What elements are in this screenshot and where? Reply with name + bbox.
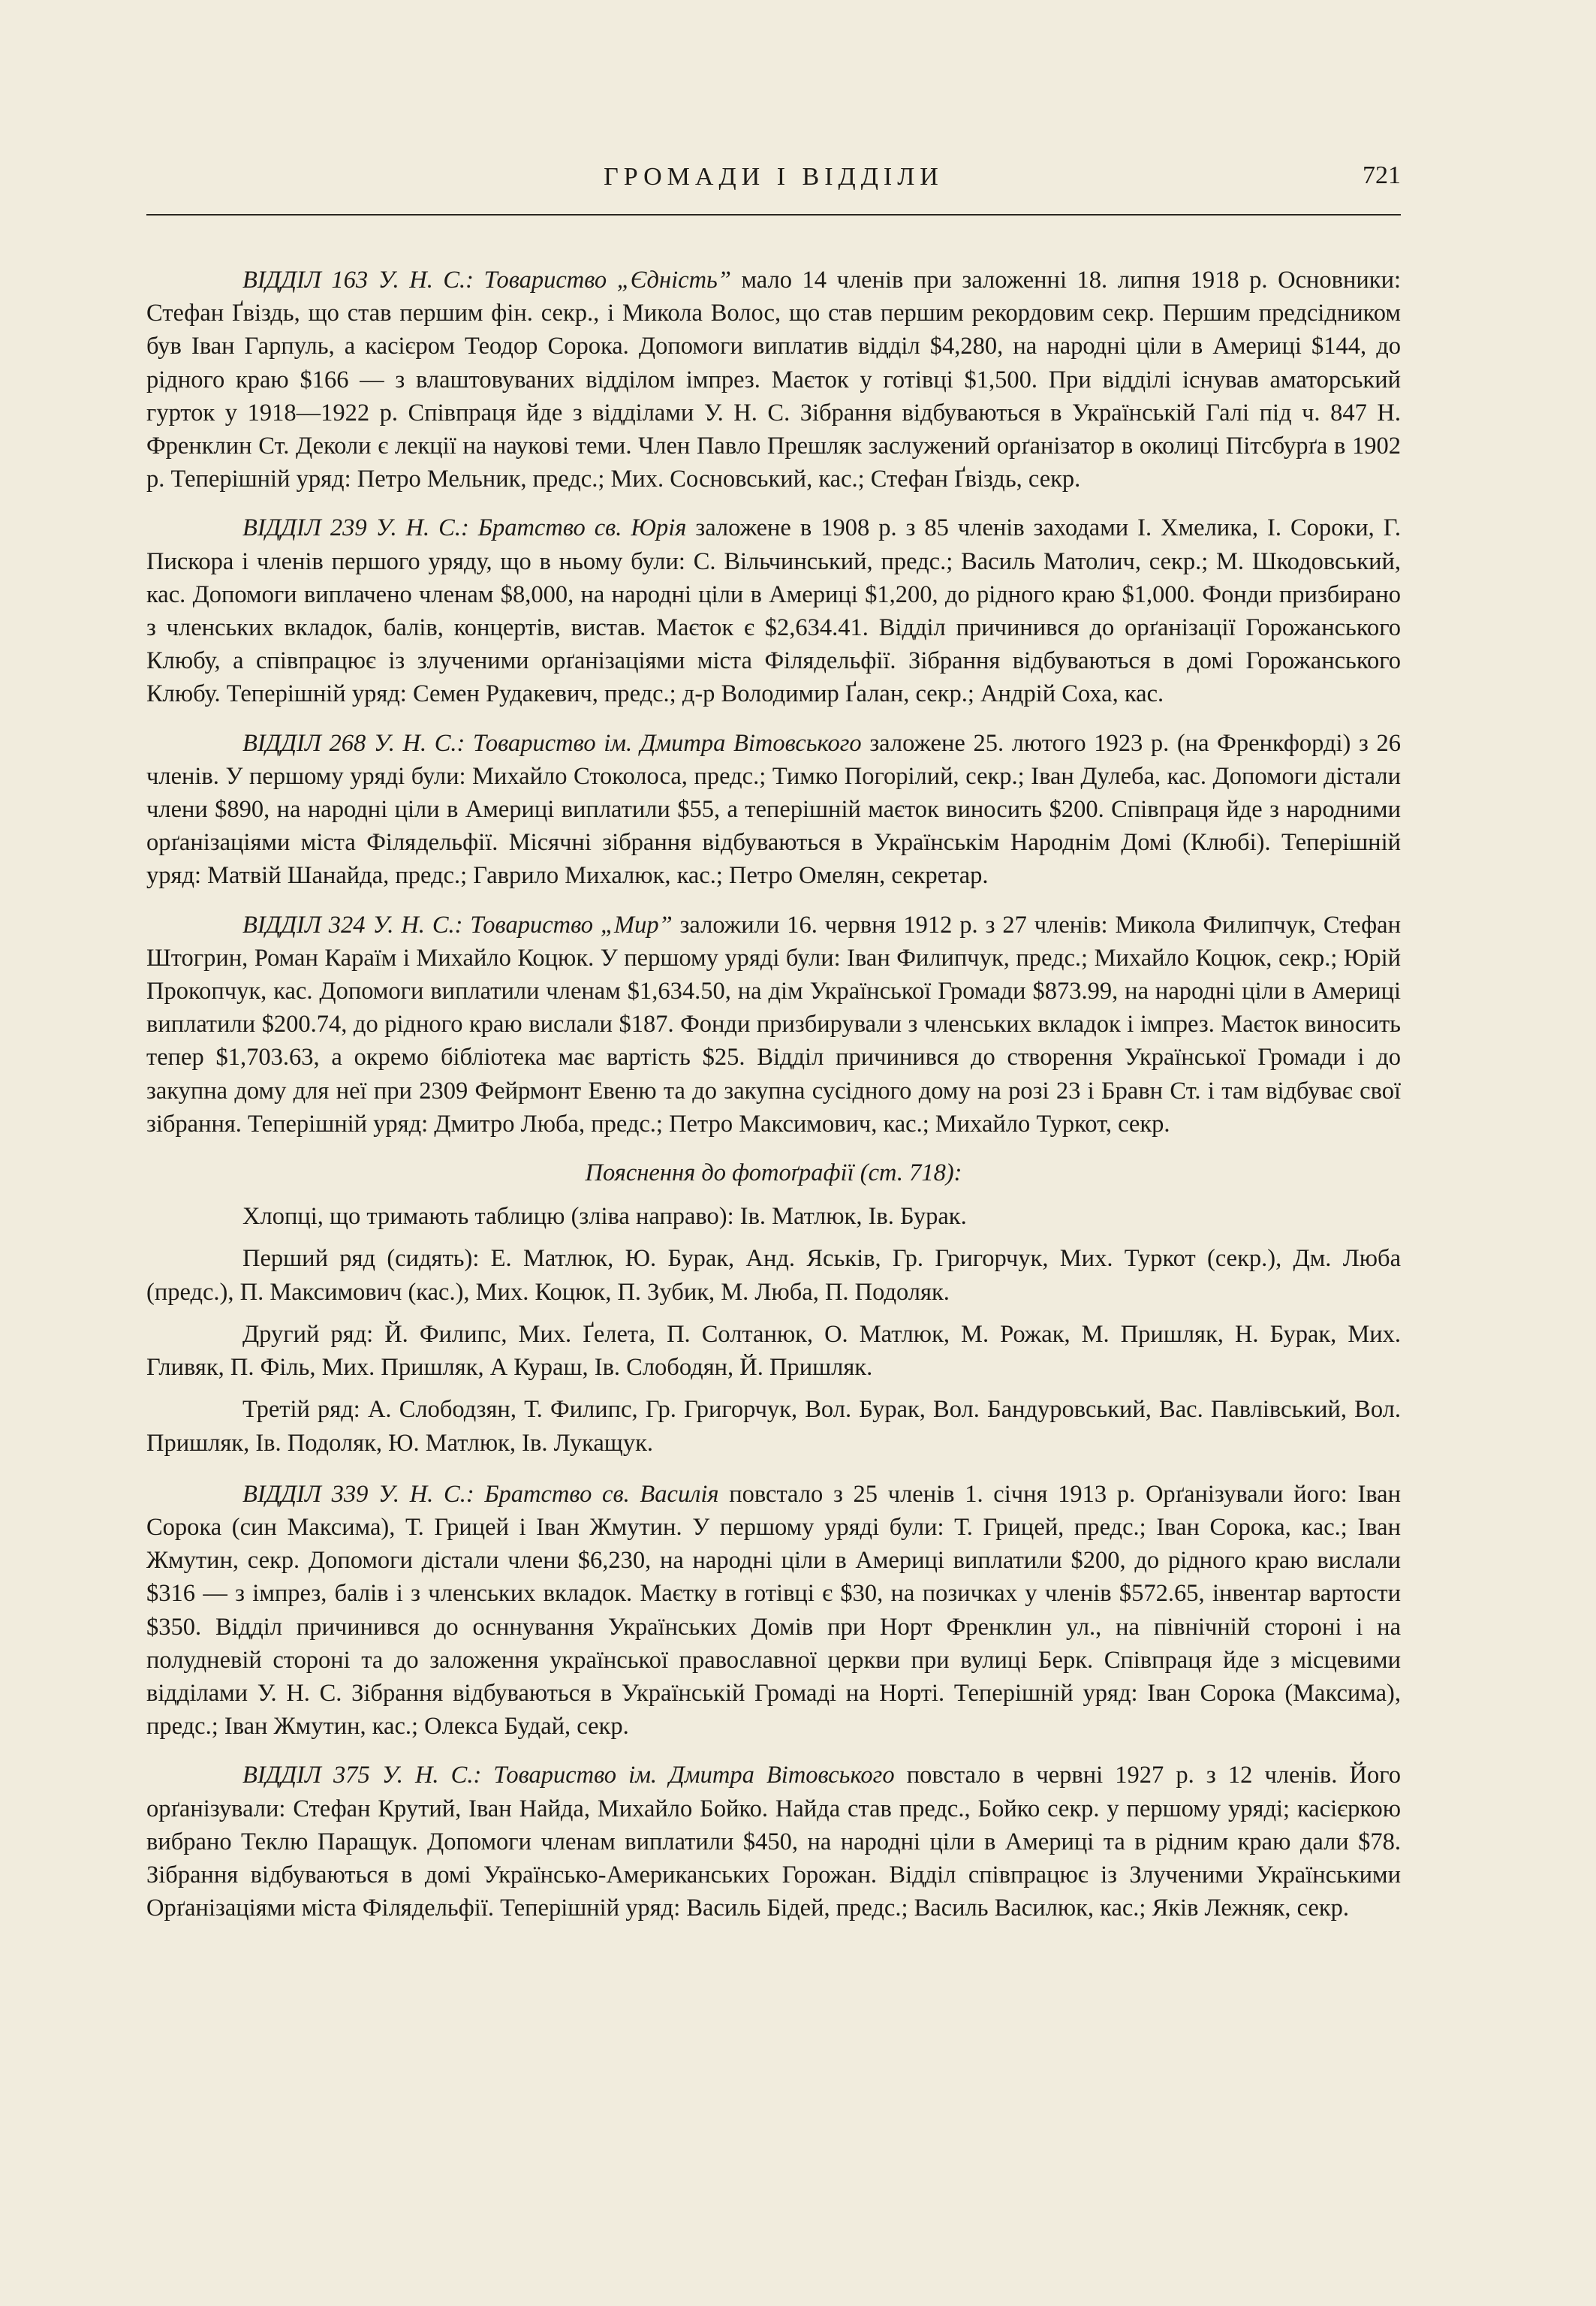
- branch-paragraph-324: [146, 909, 1401, 1141]
- branch-paragraph-375: [146, 1759, 1401, 1925]
- branch-lead: ВІДДІЛ 375 У. Н. С.: Товариство ім. Дмитра Вітовського: [242, 1762, 895, 1789]
- branch-lead: ВІДДІЛ 339 У. Н. С.: Братство св. Василія: [242, 1480, 719, 1508]
- photo-caption-heading: Пояснення до фотоґрафії (ст. 718):: [585, 1159, 962, 1187]
- photo-caption-line: Перший ряд (сидять): Е. Матлюк, Ю. Бурак, Анд. Яськів, Гр. Григорчук, Мих. Туркот (секр.), Дм. Люба (предс.), П. Максимович (кас.), Мих. Коцюк, П. Зубик, М. Люба, П. Подоляк.: [146, 1245, 1401, 1306]
- branch-text: заложили 16. червня 1912 р. з 27 членів: Микола Филипчук, Стефан Штогрин, Роман Караїм і Михайло Коцюк. У першому уряді були: Іван Филипчук, предс.; Михайло Коцюк, секр.; Юрій Прокопчук, кас. Допомоги виплатили членам $1,634.50, на дім Української Громади $873.99, на народні ціли в Америці виплатили $200.74, до рідного краю вислали $187. Фонди призбирували з членських вкладок і імпрез. Маєток виносить тепер $1,703.63, а окремо бібліотека має вартість $25. Відділ причинився до створення Української Громади і до закупна дому для неї при 2309 Фейрмонт Евеню та до закупна сусідного дому на розі 23 і Бравн Ст. і там відбуває свої зібрання. Теперішній уряд: Дмитро Люба, предс.; Петро Максимович, кас.; Михайло Туркот, секр.: [146, 911, 1401, 1138]
- branch-paragraph-163: [146, 264, 1401, 496]
- page-content: [146, 264, 1401, 1925]
- photo-caption-line: Хлопці, що тримають таблицю (зліва направо): Ів. Матлюк, Ів. Бурак.: [242, 1203, 967, 1231]
- branch-lead: ВІДДІЛ 163 У. Н. С.: Товариство „Єдність”: [242, 267, 731, 294]
- branch-text: повстало в червні 1927 р. з 12 членів. Його орґанізували: Стефан Крутий, Іван Найда, Михайло Бойко. Найда став предс., Бойко секр. у першому уряді; касієркою вибрано Теклю Паращук. Допомоги членам виплатили $450, на народні ціли в Америці та в рідним краю дали $78. Зібрання відбуваються в домі Українсько-Американських Горожан. Відділ співпрацює із Злученими Українськими Орґанізаціями міста Філядельфії. Теперішній уряд: Василь Бідей, предс.; Василь Василюк, кас.; Яків Лежняк, секр.: [146, 1762, 1401, 1922]
- branch-paragraph-339: [146, 1478, 1401, 1744]
- branch-text: мало 14 членів при заложенні 18. липня 1918 р. Основники: Стефан Ґвіздь, що став першим фін. секр., і Микола Волос, що став першим рекордовим секр. Першим предсідником був Іван Гарпуль, а касієром Теодор Сорока. Допомоги виплатив відділ $4,280, на народні ціли в Америці $144, до рідного краю $166 — з влаштовуваних відділом імпрез. Маєток у готівці $1,500. При відділі існував аматорський гурток у 1918—1922 р. Співпраця йде з відділами У. Н. С. Зібрання відбуваються в Українській Галі під ч. 847 Н. Френклин Ст. Деколи є лекції на наукові теми. Член Павло Прешляк заслужений орґанізатор в околиці Пітсбурґа в 1902 р. Теперішній уряд: Петро Мельник, предс.; Мих. Сосновський, кас.; Стефан Ґвіздь, секр.: [146, 267, 1401, 493]
- branch-lead: ВІДДІЛ 268 У. Н. С.: Товариство ім. Дмитра Вітовського: [242, 729, 862, 757]
- branch-text: заложене в 1908 р. з 85 членів заходами І. Хмелика, І. Сороки, Г. Пискора і членів першого уряду, що в ньому були: С. Вільчинський, предс.; Василь Матолич, секр.; М. Шкодовський, кас. Допомоги виплачено членам $8,000, на народні ціли в Америці $1,200, до рідного краю $1,000. Фонди призбирано з членських вкладок, балів, концертів, вистав. Маєток є $2,634.41. Відділ причинився до орґанізації Горожанського Клюбу, а співпрацює із злученими орґанізаціями міста Філядельфії. Зібрання відбуваються в домі Горожанського Клюбу. Теперішній уряд: Семен Рудакевич, предс.; д-р Володимир Ґалан, секр.; Андрій Соха, кас.: [146, 514, 1401, 708]
- branch-paragraph-268: [146, 727, 1401, 893]
- branch-text: заложене 25. лютого 1923 р. (на Френкфорді) з 26 членів. У першому уряді були: Михайло Стоколоса, предс.; Тимко Погорілий, секр.; Іван Дулеба, кас. Допомоги дістали члени $890, на народні ціли в Америці виплатили $55, а теперішній маєток виносить $200. Співпраця йде з народними орґанізаціями міста Філядельфії. Місячні зібрання відбуваються в Українськім Народнім Домі (Клюбі). Теперішній уряд: Матвій Шанайда, предс.; Гаврило Михалюк, кас.; Петро Омелян, секретар.: [146, 729, 1401, 890]
- page-header: [146, 154, 1401, 216]
- branch-lead: ВІДДІЛ 239 У. Н. С.: Братство св. Юрія: [242, 514, 687, 542]
- branch-text: повстало з 25 членів 1. січня 1913 р. Орґанізували його: Іван Сорока (син Максима), Т. Грицей і Іван Жмутин. У першому уряді були: Т. Грицей, предс.; Іван Сорока, кас.; Іван Жмутин, секр. Допомоги дістали члени $6,230, на народні ціли в Америці виплатили $200, до рідного краю вислали $316 — з імпрез, балів і з членських вкладок. Маєтку в готівці є $30, на позичках у членів $572.65, інвентар вартости $350. Відділ причинився до осннування Українських Домів при Норт Френклин ул., на північній стороні і на полудневій стороні та до заложення української православної церкви при вулиці Берк. Співпраця йде з місцевими відділами У. Н. С. Зібрання відбуваються в Українській Громаді на Норті. Теперішній уряд: Іван Сорока (Максима), предс.; Іван Жмутин, кас.; Олекса Будай, секр.: [146, 1480, 1402, 1741]
- branch-paragraph-239: [146, 511, 1401, 710]
- branch-lead: ВІДДІЛ 324 У. Н. С.: Товариство „Мир”: [242, 911, 673, 939]
- page-number: 721: [1363, 161, 1401, 189]
- running-title: ГРОМАДИ І ВІДДІЛИ: [604, 163, 944, 191]
- photo-caption-line: Третій ряд: А. Слободзян, Т. Филипс, Гр. Григорчук, Вол. Бурак, Вол. Бандуровський, Вас. Павлівський, Вол. Пришляк, Ів. Подоляк, Ю. Матлюк, Ів. Лукащук.: [146, 1396, 1401, 1457]
- photo-caption-line: Другий ряд: Й. Филипс, Мих. Ґелета, П. Солтанюк, О. Матлюк, М. Рожак, М. Пришляк, Н. Бурак, Мих. Гливяк, П. Філь, Мих. Пришляк, А Кураш, Ів. Слободян, Й. Пришляк.: [146, 1320, 1401, 1382]
